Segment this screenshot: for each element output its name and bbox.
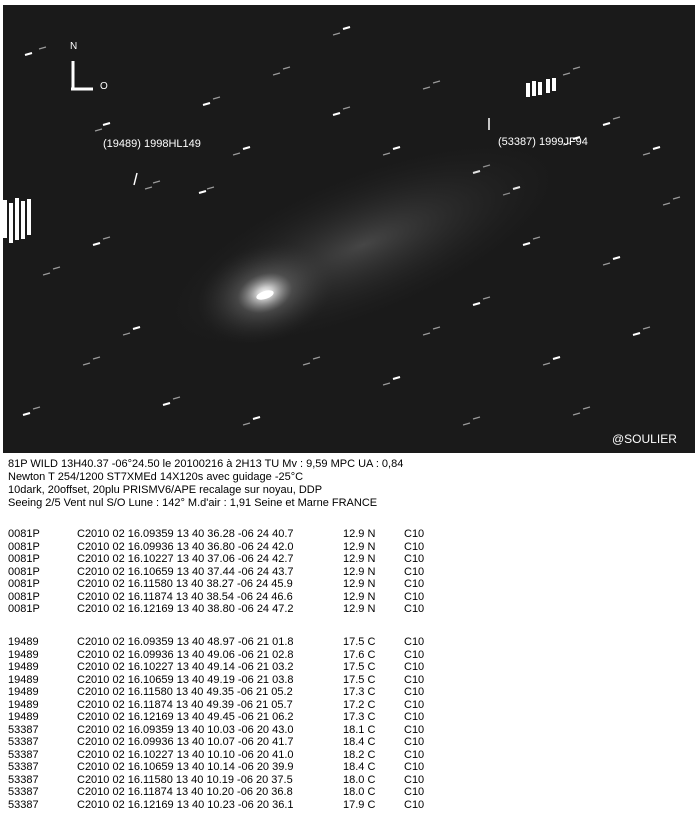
magnitude-cell: 17.3 C — [343, 711, 376, 723]
observatory-code: C10 — [404, 748, 425, 761]
position-cell: C2010 02 16.09359 13 40 36.28 -06 24 40.7 — [77, 528, 294, 540]
star-trail — [653, 147, 660, 149]
object-id: 0081P — [8, 528, 40, 540]
star-trail — [53, 267, 60, 269]
position-cell: C2010 02 16.10659 13 40 10.14 -06 20 39.9 — [77, 761, 294, 773]
star-trail — [473, 303, 480, 305]
magnitude-cell: 18.2 C — [343, 748, 376, 761]
star-trail — [243, 147, 250, 149]
magnitude-cell: 17.9 C — [343, 798, 376, 811]
star-trail — [543, 363, 550, 365]
star-trail — [613, 117, 620, 119]
object-id: 0081P — [8, 553, 40, 565]
star-trail — [243, 423, 250, 425]
object-id: 53387 — [8, 761, 39, 773]
star-trail — [207, 187, 214, 189]
object-id: 53387 — [8, 798, 39, 811]
observatory-code: C10 — [404, 711, 425, 723]
star-trail — [145, 187, 152, 189]
object-id: 19489 — [8, 711, 39, 723]
observatory-code: C10 — [404, 636, 425, 648]
caption-line: Newton T 254/1200 ST7XMEd 14X120s avec guidage -25°C — [8, 471, 304, 483]
star-trail — [563, 73, 570, 75]
object-id: 0081P — [8, 578, 40, 590]
star-trail — [39, 47, 46, 49]
magnitude-cell: 18.1 C — [343, 723, 376, 736]
magnitude-cell: 18.0 C — [343, 773, 376, 786]
north-label: N — [70, 41, 78, 52]
position-cell: C2010 02 16.09359 13 40 48.97 -06 21 01.8 — [77, 636, 294, 648]
position-cell: C2010 02 16.11580 13 40 49.35 -06 21 05.2 — [77, 686, 293, 698]
star-trail — [199, 191, 206, 193]
position-cell: C2010 02 16.12169 13 40 10.23 -06 20 36.1 — [77, 798, 294, 811]
observatory-code: C10 — [404, 761, 425, 773]
magnitude-cell: 17.5 C — [343, 636, 376, 648]
star-trail — [603, 123, 610, 125]
star-trail — [673, 197, 680, 199]
star-trail — [663, 203, 670, 205]
star-trail — [433, 81, 440, 83]
position-cell: C2010 02 16.10659 13 40 37.44 -06 24 43.7 — [77, 565, 294, 578]
observatory-code: C10 — [404, 578, 425, 590]
position-cell: C2010 02 16.11874 13 40 38.54 -06 24 46.6 — [77, 590, 293, 603]
star-trail — [643, 327, 650, 329]
object-id: 53387 — [8, 748, 39, 761]
magnitude-cell: 18.0 C — [343, 786, 376, 798]
object-id: 19489 — [8, 673, 39, 686]
object-id: 0081P — [8, 603, 40, 615]
star-trail — [473, 417, 480, 419]
object-id: 53387 — [8, 786, 39, 798]
star-field — [3, 5, 695, 453]
star-trail — [383, 383, 390, 385]
star-trail — [483, 297, 490, 299]
position-cell: C2010 02 16.09936 13 40 10.07 -06 20 41.7 — [77, 736, 294, 748]
position-cell: C2010 02 16.12169 13 40 38.80 -06 24 47.2 — [77, 603, 294, 615]
star-trail — [423, 333, 430, 335]
star-trail — [583, 407, 590, 409]
star-trail — [303, 363, 310, 365]
magnitude-cell: 12.9 N — [343, 590, 376, 603]
star-trail — [133, 327, 140, 329]
star-trail — [383, 153, 390, 155]
observatory-code: C10 — [404, 648, 425, 661]
observation-caption — [8, 458, 403, 510]
magnitude-cell: 17.5 C — [343, 673, 376, 686]
star-trail — [213, 97, 220, 99]
caption-line: 81P WILD 13H40.37 -06°24.50 le 20100216 à 2H13 TU Mv : 9,59 MPC UA : 0,84 — [8, 458, 404, 470]
observatory-code: C10 — [404, 773, 425, 786]
observatory-code: C10 — [404, 736, 425, 748]
magnitude-cell: 12.9 N — [343, 528, 376, 540]
star-trail — [613, 257, 620, 259]
star-trail — [423, 87, 430, 89]
position-cell: C2010 02 16.11580 13 40 38.27 -06 24 45.9 — [77, 578, 293, 590]
magnitude-cell: 12.9 N — [343, 553, 376, 565]
star-trail — [33, 407, 40, 409]
position-cell: C2010 02 16.09936 13 40 36.80 -06 24 42.0 — [77, 540, 294, 553]
observatory-code: C10 — [404, 565, 425, 578]
observatory-code: C10 — [404, 723, 425, 736]
star-trail — [643, 153, 650, 155]
star-trail — [163, 403, 170, 405]
star-trail — [123, 333, 130, 335]
star-trail — [343, 107, 350, 109]
magnitude-cell: 12.9 N — [343, 603, 376, 615]
star-trail — [233, 153, 240, 155]
caption-line: Seeing 2/5 Vent nul S/O Lune : 142° M.d'air : 1,91 Seine et Marne FRANCE — [8, 497, 378, 509]
magnitude-cell: 17.3 C — [343, 686, 376, 698]
observatory-code: C10 — [404, 540, 425, 553]
position-cell: C2010 02 16.10227 13 40 10.10 -06 20 41.0 — [77, 748, 294, 761]
star-trail — [523, 243, 530, 245]
observatory-code: C10 — [404, 553, 425, 565]
orientation-arrow-icon — [71, 61, 93, 89]
star-trail — [343, 27, 350, 29]
star-trail — [103, 237, 110, 239]
star-trail — [573, 413, 580, 415]
object-id: 19489 — [8, 636, 39, 648]
magnitude-cell: 17.6 C — [343, 648, 376, 661]
object-id: 0081P — [8, 540, 40, 553]
observatory-code: C10 — [404, 528, 425, 540]
asteroid-label-53387: (53387) 1999JF94 — [498, 136, 588, 148]
star-trail — [433, 327, 440, 329]
saturated-star-right — [526, 78, 556, 97]
object-id: 53387 — [8, 773, 39, 786]
position-cell: C2010 02 16.10227 13 40 49.14 -06 21 03.2 — [77, 661, 294, 673]
star-trail — [25, 53, 32, 55]
position-cell: C2010 02 16.12169 13 40 49.45 -06 21 06.2 — [77, 711, 294, 723]
star-trail — [83, 363, 90, 365]
observatory-code: C10 — [404, 786, 425, 798]
object-id: 19489 — [8, 686, 39, 698]
star-trail — [553, 357, 560, 359]
object-id: 19489 — [8, 661, 39, 673]
star-trail — [23, 413, 30, 415]
star-trail — [43, 273, 50, 275]
observatory-code: C10 — [404, 798, 425, 811]
saturated-star-left — [3, 198, 31, 243]
star-trail — [633, 333, 640, 335]
magnitude-cell: 18.4 C — [343, 736, 376, 748]
star-trail — [93, 357, 100, 359]
star-trail — [533, 237, 540, 239]
star-trail — [173, 397, 180, 399]
star-trail — [203, 103, 210, 105]
magnitude-cell: 12.9 N — [343, 578, 376, 590]
observatory-code: C10 — [404, 673, 425, 686]
position-cell: C2010 02 16.09359 13 40 10.03 -06 20 43.0 — [77, 723, 294, 736]
star-trail — [103, 123, 110, 125]
credit-label: @SOULIER — [612, 432, 677, 446]
observatory-code: C10 — [404, 590, 425, 603]
position-cell: C2010 02 16.10659 13 40 49.19 -06 21 03.8 — [77, 673, 294, 686]
magnitude-cell: 17.5 C — [343, 661, 376, 673]
star-trail — [463, 423, 470, 425]
observatory-code: C10 — [404, 698, 425, 711]
star-trail — [573, 67, 580, 69]
caption-line: 10dark, 20offset, 20plu PRISMV6/APE recalage sur noyau, DDP — [8, 484, 323, 496]
star-trail — [333, 33, 340, 35]
observatory-code: C10 — [404, 686, 425, 698]
star-trail — [95, 129, 102, 131]
magnitude-cell: 12.9 N — [343, 540, 376, 553]
object-id: 19489 — [8, 648, 39, 661]
position-cell: C2010 02 16.11874 13 40 10.20 -06 20 36.8 — [77, 786, 293, 798]
comet-image — [3, 5, 695, 453]
object-id: 53387 — [8, 736, 39, 748]
object-id: 0081P — [8, 590, 40, 603]
star-trail — [273, 73, 280, 75]
object-id: 19489 — [8, 698, 39, 711]
object-id: 0081P — [8, 565, 40, 578]
magnitude-cell: 12.9 N — [343, 565, 376, 578]
magnitude-cell: 17.2 C — [343, 698, 376, 711]
position-cell: C2010 02 16.11874 13 40 49.39 -06 21 05.7 — [77, 698, 293, 711]
observatory-code: C10 — [404, 603, 425, 615]
magnitude-cell: 18.4 C — [343, 761, 376, 773]
observatory-code: C10 — [404, 661, 425, 673]
object-id: 53387 — [8, 723, 39, 736]
star-trail — [253, 417, 260, 419]
star-trail — [153, 181, 160, 183]
star-trail — [603, 263, 610, 265]
star-trail — [393, 147, 400, 149]
star-trail — [393, 377, 400, 379]
position-cell: C2010 02 16.10227 13 40 37.06 -06 24 42.7 — [77, 553, 294, 565]
east-label: O — [100, 81, 108, 92]
star-trail — [333, 113, 340, 115]
position-cell: C2010 02 16.11580 13 40 10.19 -06 20 37.5 — [77, 773, 293, 786]
position-cell: C2010 02 16.09936 13 40 49.06 -06 21 02.8 — [77, 648, 294, 661]
star-trail — [93, 243, 100, 245]
star-trail — [313, 357, 320, 359]
asteroid-label-19489: (19489) 1998HL149 — [103, 138, 201, 150]
star-trail — [283, 67, 290, 69]
